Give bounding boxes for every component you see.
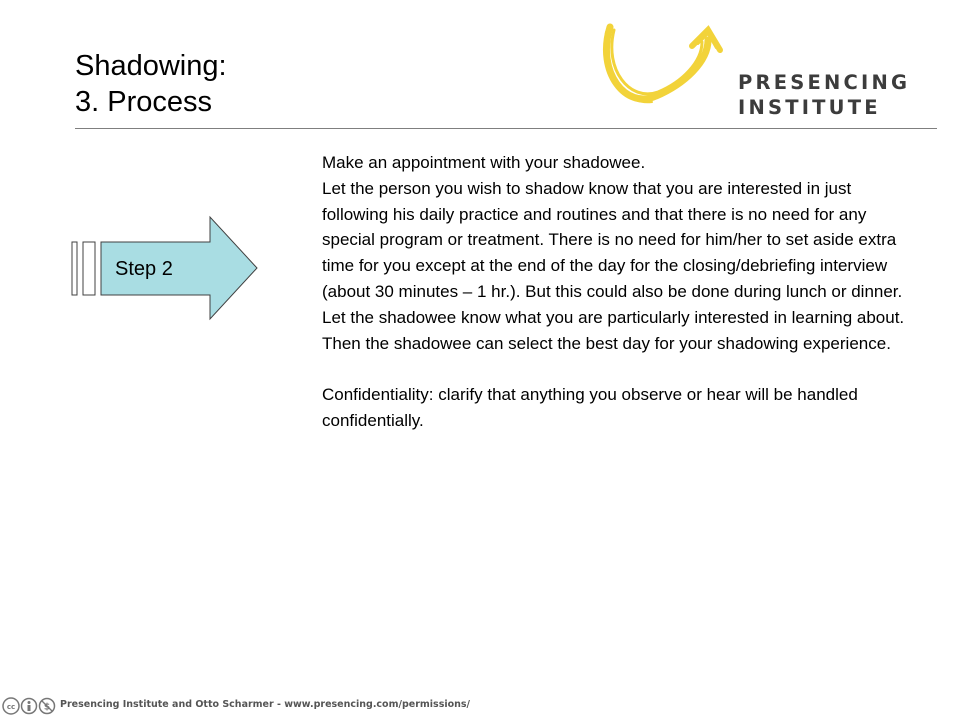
attribution-icon [22, 699, 37, 714]
logo-name-line-2: INSTITUTE [738, 96, 881, 119]
step-label: Step 2 [115, 258, 173, 280]
slide-title [75, 48, 227, 120]
footer-credit-text: Presencing Institute and Otto Scharmer - www.presencing.com/permissions/ [60, 699, 471, 710]
content-heading: Make an appointment with your shadowee. [322, 153, 646, 172]
svg-text:$: $ [43, 702, 51, 713]
content-paragraph-1: Let the person you wish to shadow know that you are interested in just following his daily practice and routines and that there is no need for any special program or treatment. There is no need for him/her to set aside extra time for you except at the end of the day for the closing/debriefing interview (about 30 minutes – 1 hr.). But this could also be done during lunch or dinner. Let the shadowee know what you are particularly interested in learning about. Then the shadowee can select the best day for your shadowing experience. [322, 178, 905, 353]
svg-text:cc: cc [6, 703, 16, 711]
footer-credit-bar [0, 694, 471, 718]
content-paragraph-2: Confidentiality: clarify that anything you observe or hear will be handled confidentially. [322, 385, 858, 430]
cc-icon [3, 698, 19, 714]
content-body [322, 150, 912, 434]
presencing-logo-text [738, 70, 910, 120]
logo-name-line-1: PRESENCING [738, 71, 911, 94]
slide-title-line-2: 3. Process [75, 86, 212, 118]
noncommercial-icon [40, 699, 55, 714]
title-divider [75, 128, 937, 129]
presencing-logo-icon [596, 22, 728, 117]
slide-title-line-1: Shadowing: [75, 50, 227, 82]
